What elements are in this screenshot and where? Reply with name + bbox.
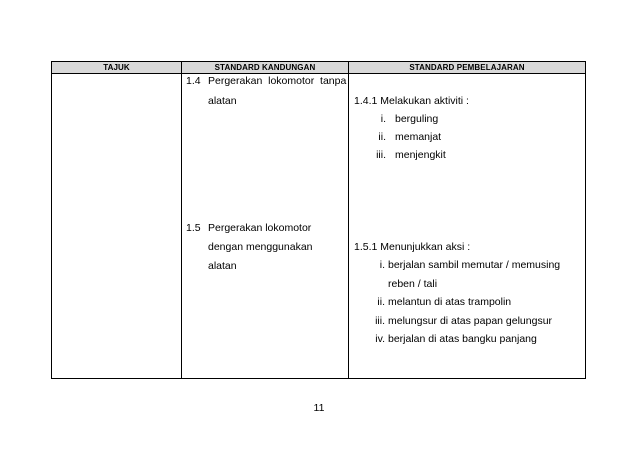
header-tajuk: TAJUK [103,63,130,72]
learning-standard-heading: 1.4.1 Melakukan aktiviti : [354,95,469,107]
column-divider [181,62,182,378]
content-standard-line: dengan menggunakan [208,241,313,253]
list-item-text: menjengkit [395,149,446,161]
column-divider [348,62,349,378]
list-item-text: berjalan di atas bangku panjang [388,333,537,345]
list-item-number: iii. [376,149,386,161]
learning-standard-heading: 1.5.1 Menunjukkan aksi : [354,241,471,253]
list-item-text: melantun di atas trampolin [388,296,512,308]
content-standard-line: alatan [208,95,237,107]
content-standard-line: Pergerakan lokomotor [208,222,312,234]
content-standard-line: alatan [208,260,237,272]
content-standard-number: 1.4 [186,75,201,87]
list-item-number: i. [379,259,385,271]
list-item-number: i. [380,113,386,125]
list-item-number: ii. [377,296,385,308]
list-item-number: iii. [375,315,385,327]
list-item-continuation: reben / tali [388,278,438,290]
list-item-text: memanjat [395,131,442,143]
header-standard-pembelajaran: STANDARD PEMBELAJARAN [409,63,525,72]
list-item-number: iv. [375,333,385,345]
list-item-text: berguling [395,113,439,125]
list-item-number: ii. [378,131,386,143]
curriculum-table [51,61,586,379]
page-number: 11 [313,402,325,414]
list-item-text: berjalan sambil memutar / memusing [388,259,561,271]
content-standard-line: Pergerakan lokomotor tanpa [208,75,347,87]
list-item-text: melungsur di atas papan gelungsur [388,315,553,327]
content-standard-text [208,75,347,88]
content-standard-number: 1.5 [186,222,201,234]
header-standard-kandungan: STANDARD KANDUNGAN [214,63,316,72]
